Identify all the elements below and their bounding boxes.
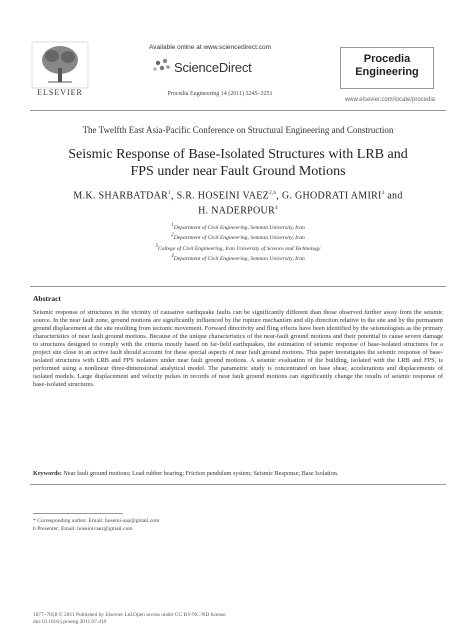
available-online-text: Available online at www.sciencedirect.com	[149, 44, 271, 51]
elsevier-tree-logo	[30, 40, 90, 90]
abstract-heading: Abstract	[33, 294, 61, 303]
doi-line: doi:10.1016/j.proeng.2011.07.410	[33, 619, 107, 625]
copyright-line: 1877–7058 © 2011 Published by Elsevier Ltd.Open access under CC BY-NC-ND license.	[33, 612, 227, 618]
abstract-body: Seismic response of structures in the vicinity of causative earthquake faults can be significantly different than those observed further away from the seismic source. In the near fault zone, ground motions are significantly influenced by the rupture mechanism and slip direction relative to the site and by the permanent ground displacement at the site resulting from tectonic movement. Forward directivity and fling effects have been identified by the seismologists as the primary characteristics of near fault ground motions. Because of the unique characteristics of the near-fault ground motions and their potential to cause severe damage to structures designed to comply with the criteria mostly based on far-field earthquakes, the estimation of seismic response of base-isolated structures for a project site close to an active fault should account for these special aspects of near fault ground motions. This paper investigates the seismic response of base-isolated structures with LRB and FPS isolators under near fault ground motions. A seismic evaluation of the building, isolated with the LRB and FPS, is performed using a nonlinear three-dimensional analytical model. The parametric study is concentrated on base shear, accelerations and displacements of isolated models. Large displacement and velocity pulses in records of near fault ground motions can significantly change the results of seismic response of base-isolated structures.	[33, 309, 443, 388]
affiliation-item: $^4$Department of Civil Engineering, Semnan University, Iran	[171, 254, 305, 262]
sciencedirect-wordmark: ScienceDirect	[174, 60, 252, 75]
affiliation-item: $^3$College of Civil Engineering, Iran University of Science and Technology	[155, 243, 321, 252]
abstract-top-divider	[30, 286, 446, 287]
paper-title: Seismic Response of Base-Isolated Structures with LRB and FPS under near Fault Ground Motions	[68, 147, 408, 179]
affiliation-item: $^1$Department of Civil Engineering, Semnan University, Iran	[171, 223, 305, 231]
footnote-rule	[33, 513, 123, 514]
keywords-divider	[30, 484, 446, 485]
journal-title-box	[340, 47, 434, 89]
footnote-item: * Corresponding author. Email: hoseini-aaa@gmail.com	[33, 518, 160, 524]
keywords-label: Keywords:	[33, 470, 62, 477]
journal-title: Procedia Engineering	[355, 53, 419, 78]
affiliation-item: $^2$Department of Civil Engineering, Semnan University, Iran	[171, 233, 305, 242]
author-list: M.K. SHARBATDAR$^1$, S.R. HOSEINI VAEZ$^{2,b}$, G. GHODRATI AMIRI$^3$ and H. NADERPOUR$^4$	[73, 190, 403, 217]
elsevier-wordmark: ELSEVIER	[37, 88, 83, 97]
affiliations	[60, 222, 416, 263]
journal-url-link[interactable]: www.elsevier.com/locate/procedia	[344, 97, 436, 103]
journal-citation: Procedia Engineering 14 (2011) 3245–3251	[167, 91, 273, 97]
conference-name: The Twelfth East Asia-Pacific Conference on Structural Engineering and Construction	[82, 125, 394, 135]
copyright-block	[33, 612, 443, 626]
keywords	[33, 470, 443, 478]
keywords-text: Near fault ground motions; Lead rubber bearing; Friction pendulum system; Seismic Response; Base Isolation.	[63, 470, 339, 477]
footnotes	[33, 518, 159, 533]
header-divider	[30, 110, 446, 111]
footnote-item: b Presenter: Email: hoseinivaez@gmail.com	[33, 525, 133, 532]
